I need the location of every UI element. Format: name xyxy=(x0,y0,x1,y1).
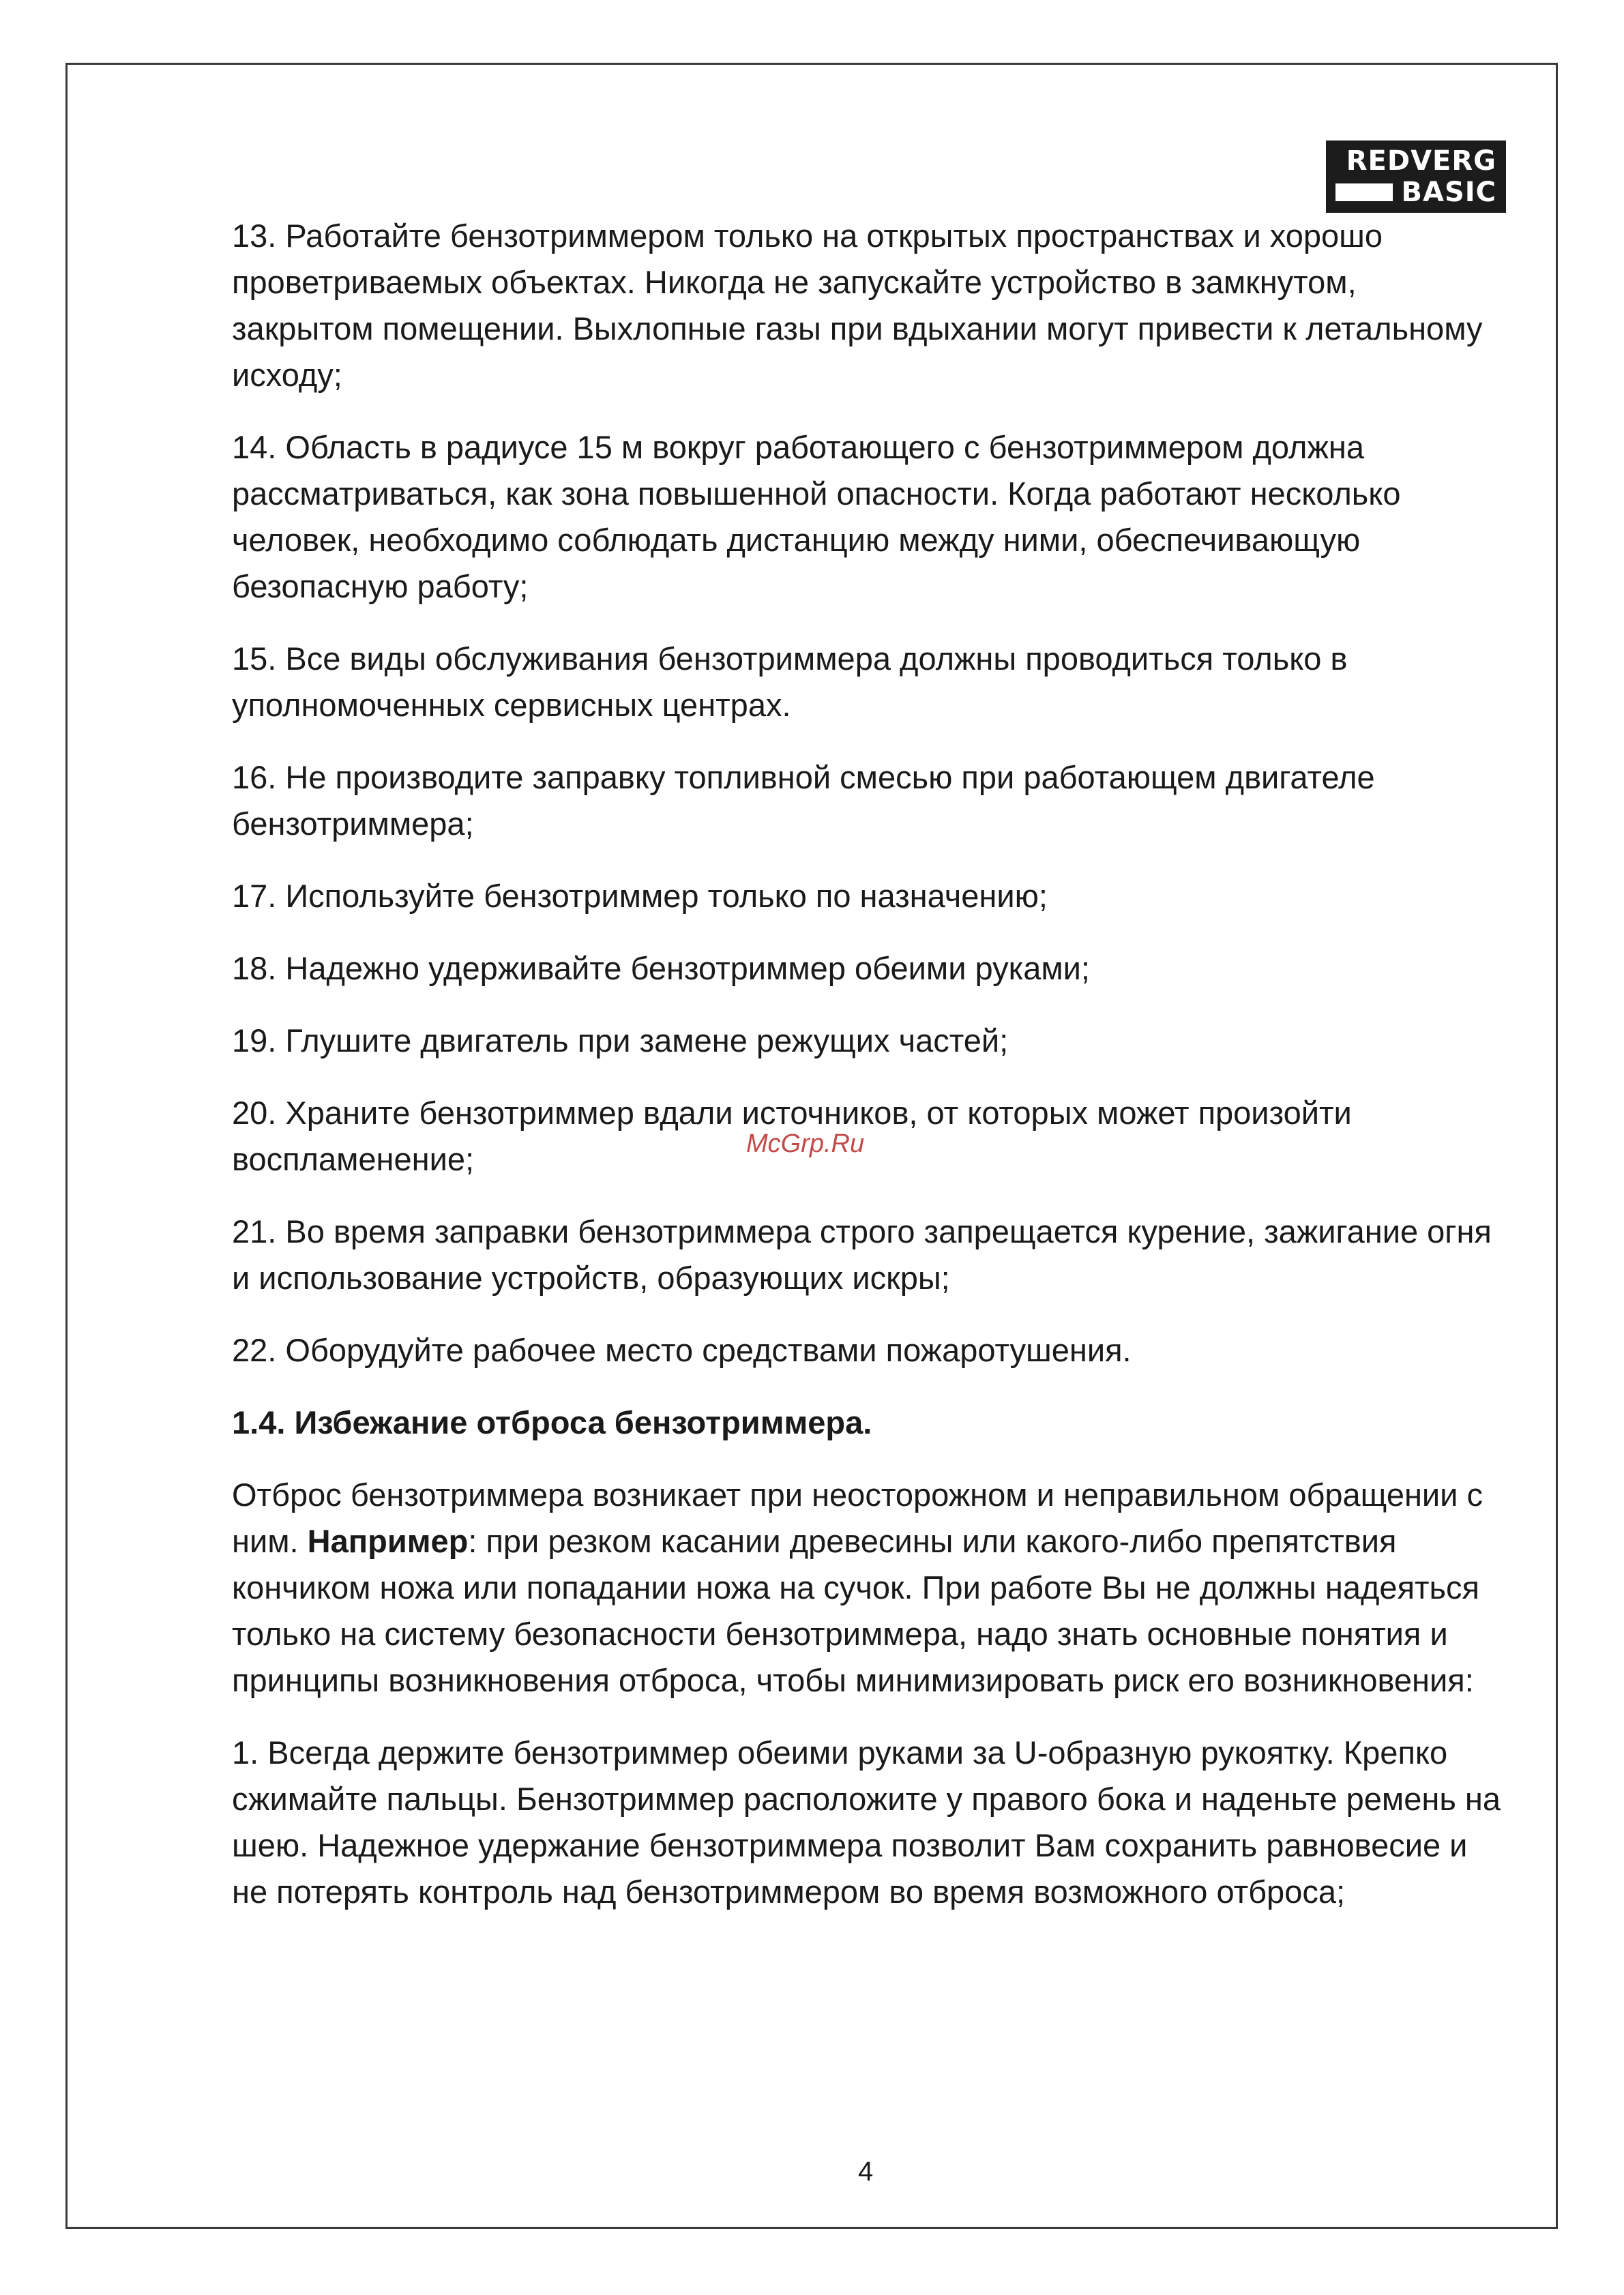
document-body xyxy=(232,213,1501,1941)
safety-item-19: 19. Глушите двигатель при замене режущих частей; xyxy=(232,1022,1009,1058)
section-intro-example-label: Например xyxy=(307,1523,469,1559)
safety-item-14: 14. Область в радиусе 15 м вокруг работающего с бензотриммером должна рассматриваться, как зона повышенной опасности. Когда работают несколько человек, необходимо соблюдать дистанцию между ними, обеспечивающую безопасную работу; xyxy=(232,429,1401,604)
kickback-point-1: 1. Всегда держите бензотриммер обеими руками за U-образную рукоятку. Крепко сжимайте пальцы. Бензотриммер расположите у правого бока и наденьте ремень на шею. Надежное удержание бензотриммера позволит Вам сохранить равновесие и не потерять контроль над бензотриммером во время возможного отброса; xyxy=(232,1734,1501,1910)
logo-bar xyxy=(1335,183,1393,201)
section-intro xyxy=(232,1472,1501,1704)
safety-item-13: 13. Работайте бензотриммером только на открытых пространствах и хорошо проветриваемых объектах. Никогда не запускайте устройство в замкнутом, закрытом помещении. Выхлопные газы при вдыхании могут привести к летальному исходу; xyxy=(232,218,1483,393)
section-intro-start: Отброс бензотриммера возникает при неосторожном и неправильном обращении с ним. xyxy=(232,1477,1483,1559)
logo-bottom-row xyxy=(1335,177,1496,207)
brand-logo xyxy=(1326,140,1506,213)
safety-item-20: 20. Храните бензотриммер вдали источников, от которых может произойти воспламенение; xyxy=(232,1095,1352,1177)
safety-item-22: 22. Оборудуйте рабочее место средствами пожаротушения. xyxy=(232,1332,1132,1368)
page-number: 4 xyxy=(858,2157,874,2187)
safety-item-16: 16. Не производите заправку топливной смесью при работающем двигателе бензотриммера; xyxy=(232,759,1375,842)
logo-line-basic: BASIC xyxy=(1401,177,1496,208)
safety-item-21: 21. Во время заправки бензотриммера строго запрещается курение, зажигание огня и использование устройств, образующих искры; xyxy=(232,1213,1492,1296)
safety-item-18: 18. Надежно удерживайте бензотриммер обеими руками; xyxy=(232,950,1090,986)
section-intro-rest: : при резком касании древесины или какого-либо препятствия кончиком ножа или попадании ножа на сучок. При работе Вы не должны надеяться только на систему безопасности бензотриммера, надо знать основные понятия и принципы возникновения отброса, чтобы минимизировать риск его возникновения: xyxy=(232,1523,1479,1698)
logo-line-redverg: REDVERG xyxy=(1346,145,1496,177)
safety-item-17: 17. Используйте бензотриммер только по назначению; xyxy=(232,878,1048,914)
safety-item-15: 15. Все виды обслуживания бензотриммера должны проводиться только в уполномоченных сервисных центрах. xyxy=(232,640,1348,723)
section-heading: 1.4. Избежание отброса бензотриммера. xyxy=(232,1404,872,1440)
watermark: McGrp.Ru xyxy=(746,1129,865,1158)
